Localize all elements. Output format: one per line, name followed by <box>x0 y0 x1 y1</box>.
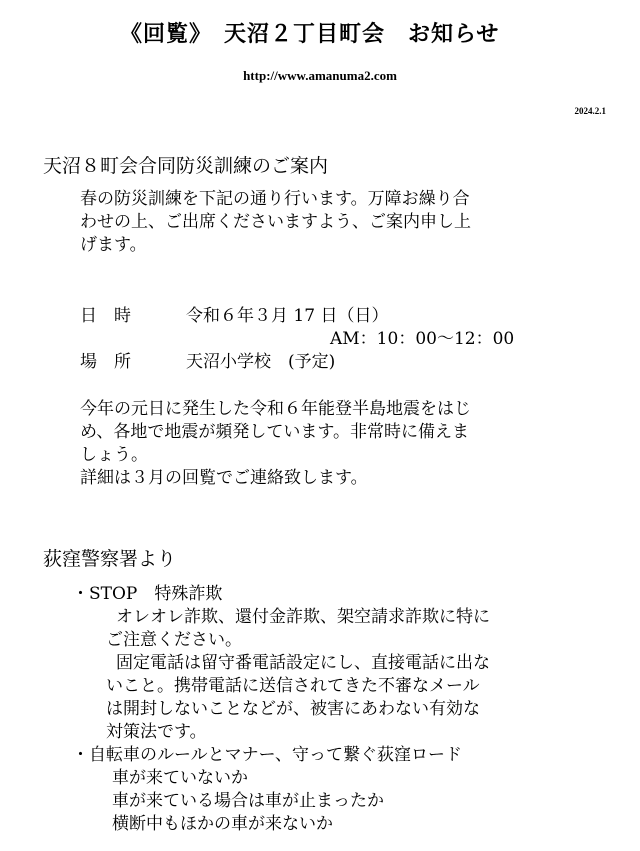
intro-line: 春の防災訓練を下記の通り行います。万障お繰り合 <box>80 189 470 209</box>
drill-intro-paragraph <box>80 188 471 257</box>
bicycle-line: 車が来ている場合は車が止まったか <box>112 791 384 811</box>
issue-date: 2024.2.1 <box>574 106 606 116</box>
note-line: め、各地で地震が頻発しています。非常時に備えま <box>80 422 469 442</box>
note-line: 今年の元日に発生した令和６年能登半島地震をはじ <box>80 399 471 419</box>
earthquake-note-paragraph <box>80 398 471 467</box>
intro-line: わせの上、ご出席くださいますよう、ご案内申し上 <box>80 212 471 232</box>
notice-title: 《回覧》 天沼２丁目町会 お知らせ <box>120 21 500 47</box>
fraud-line: オレオレ詐欺、還付金詐欺、架空請求詐欺に特に <box>116 607 490 627</box>
bicycle-paragraph <box>112 767 384 836</box>
fraud-line: 対策法です。 <box>106 722 207 742</box>
detail-note: 詳細は３月の回覧でご連絡致します。 <box>80 468 368 488</box>
intro-line: げます。 <box>80 235 147 255</box>
fraud-paragraph-b <box>116 652 490 675</box>
fraud-line: は開封しないことなどが、被害にあわない有効な <box>106 699 480 719</box>
bicycle-line: 横断中もほかの車が来ないか <box>112 814 333 834</box>
police-section-heading: 荻窪警察署より <box>43 548 177 570</box>
drill-section-heading: 天沼８町会合同防災訓練のご案内 <box>43 155 329 177</box>
place-label: 場 所 <box>80 352 131 372</box>
time-value: AM：10：00～12：00 <box>330 329 515 349</box>
bicycle-line: 車が来ていないか <box>112 768 248 788</box>
place-value: 天沼小学校 (予定) <box>186 352 336 372</box>
fraud-paragraph-b-cont <box>106 675 480 744</box>
fraud-line: ご注意ください。 <box>106 630 242 650</box>
website-url[interactable]: http://www.amanuma2.com <box>243 68 397 83</box>
fraud-bullet: ・STOP 特殊詐欺 <box>72 584 223 604</box>
fraud-paragraph-a-cont <box>106 629 242 652</box>
fraud-line: 固定電話は留守番電話設定にし、直接電話に出な <box>116 653 490 673</box>
bicycle-bullet: ・自転車のルールとマナー、守って繋ぐ荻窪ロード <box>72 745 462 765</box>
datetime-value: 令和６年３月 17 日（日） <box>186 306 389 326</box>
fraud-paragraph-a <box>116 606 490 629</box>
datetime-label: 日 時 <box>80 306 131 326</box>
fraud-line: いこと。携帯電話に送信されてきた不審なメール <box>106 676 480 696</box>
note-line: しょう。 <box>80 445 148 465</box>
